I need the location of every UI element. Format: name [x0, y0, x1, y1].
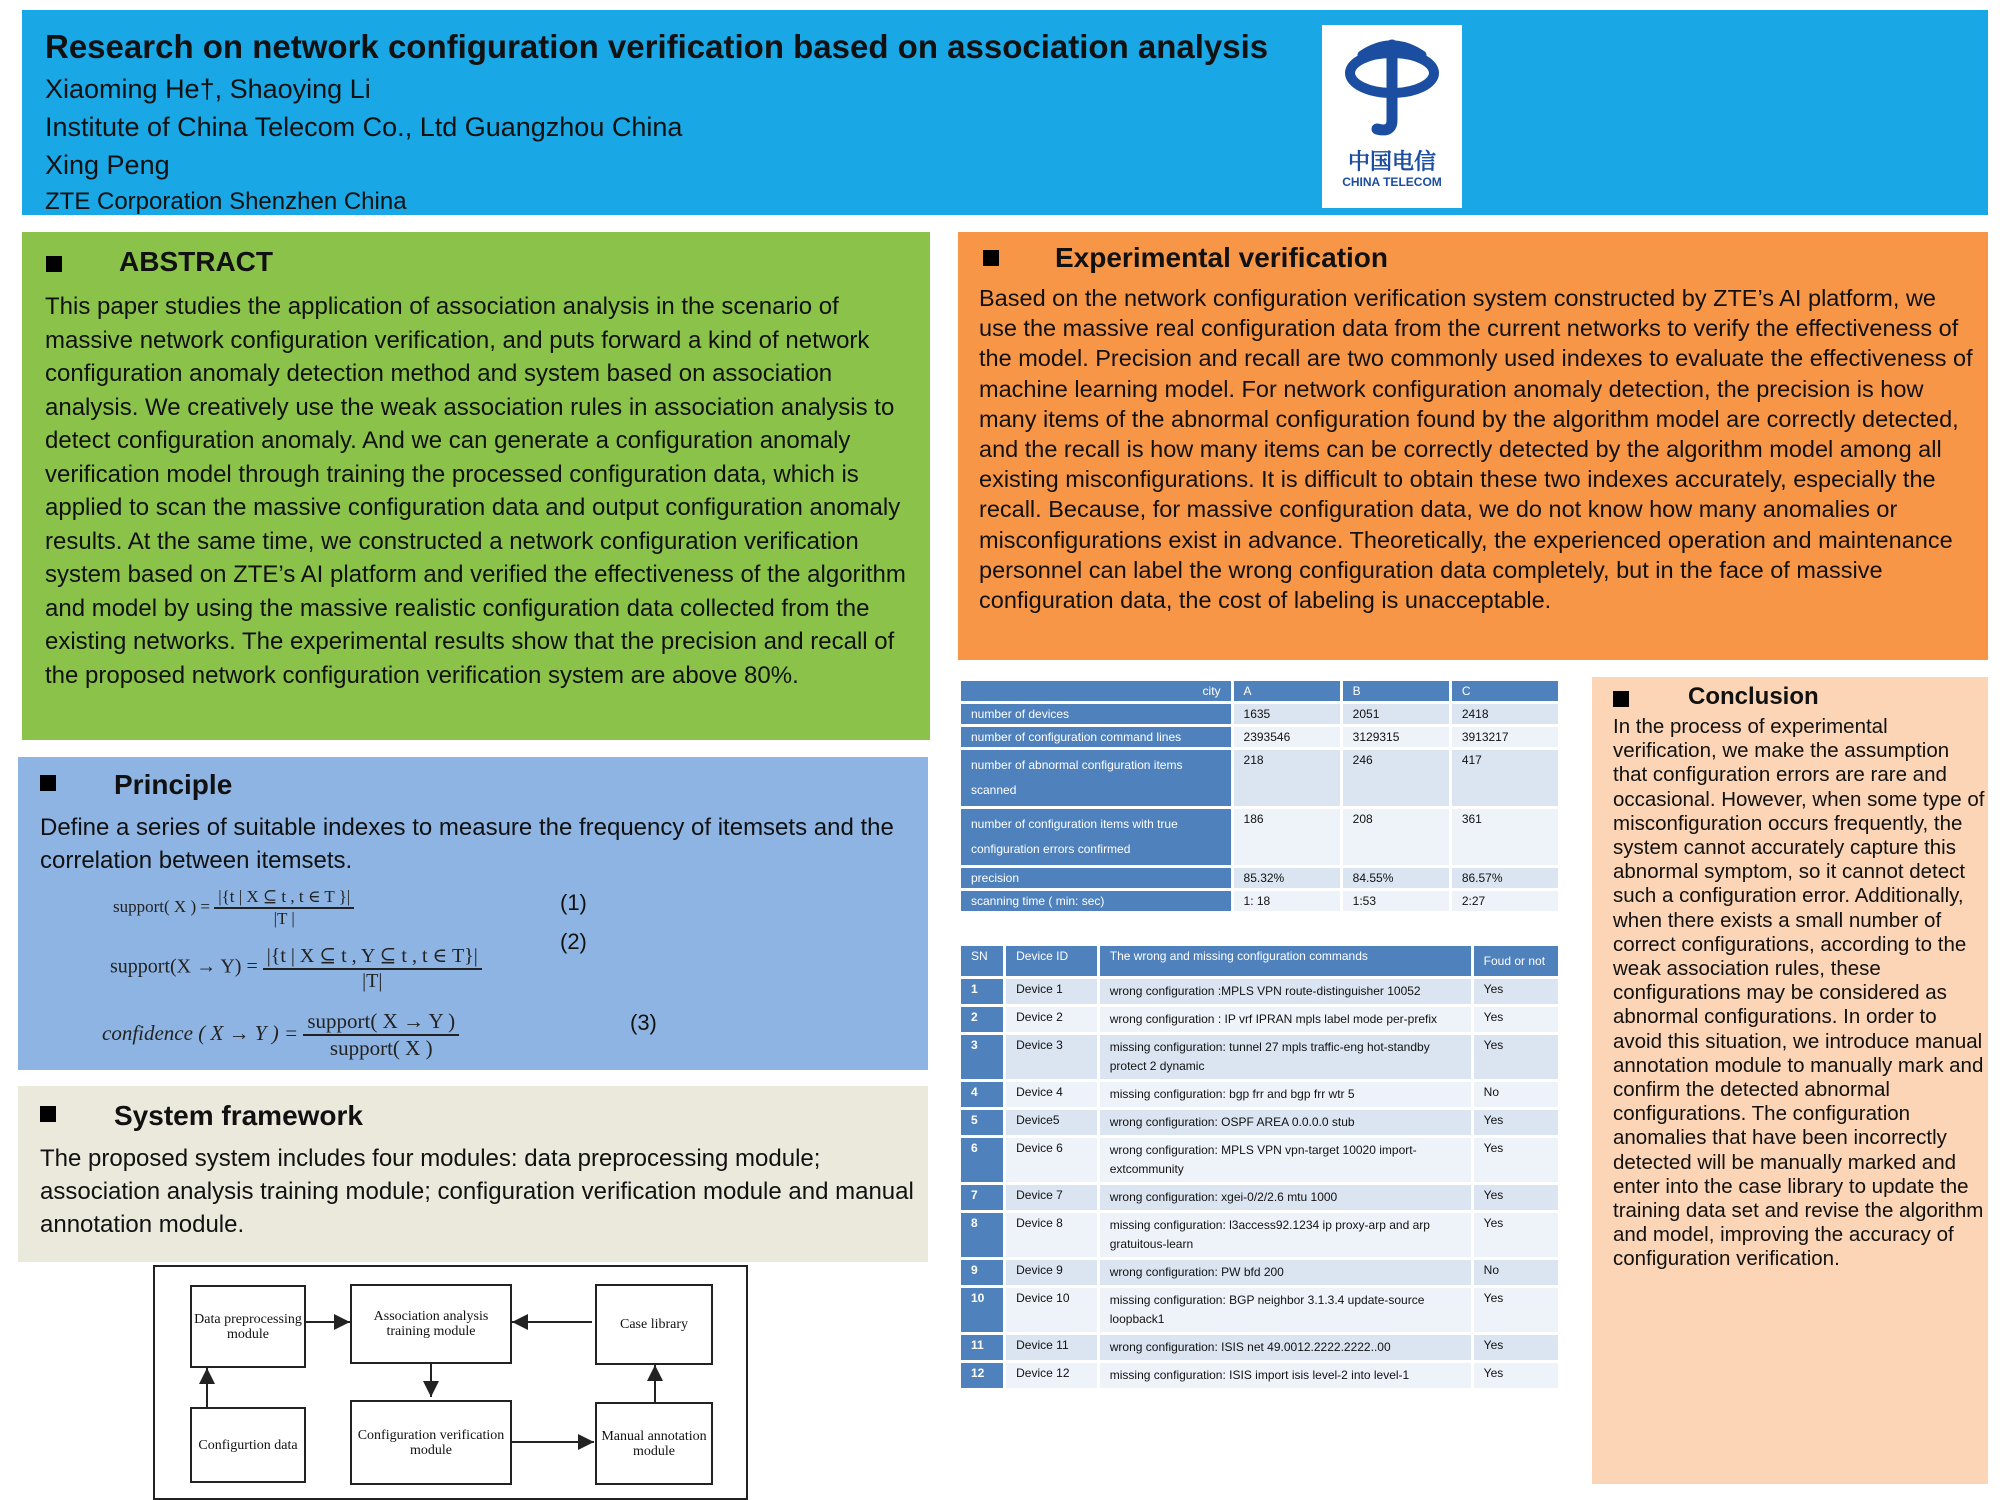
- table-row: [961, 1082, 1558, 1107]
- experimental-section: [958, 232, 1988, 660]
- table-cell: 10: [961, 1288, 1003, 1332]
- table-cell: wrong configuration: MPLS VPN vpn-target 10020 import-extcommunity: [1100, 1138, 1471, 1182]
- formula-confidence: [102, 1009, 459, 1061]
- table-cell: Device 10: [1006, 1288, 1097, 1332]
- abstract-section: [22, 232, 930, 740]
- table-row: [961, 727, 1558, 747]
- table-cell: wrong configuration: OSPF AREA 0.0.0.0 stub: [1100, 1110, 1471, 1135]
- table-cell: wrong configuration :MPLS VPN route-distinguisher 10052: [1100, 979, 1471, 1004]
- table-cell: 1: [961, 979, 1003, 1004]
- table-cell: 4: [961, 1082, 1003, 1107]
- formula-2-number: (2): [560, 929, 587, 954]
- formula-2-numerator: |{t | X ⊆ t , Y ⊆ t , t ∈ T}|: [263, 943, 482, 970]
- bullet-square-icon: [46, 256, 62, 272]
- table-cell: wrong configuration: ISIS net 49.0012.2222.2222..00: [1100, 1335, 1471, 1360]
- table-cell: 7: [961, 1185, 1003, 1210]
- results-table: [958, 678, 1561, 914]
- box-configuration-verification: Configuration verification module: [350, 1400, 512, 1485]
- devices-header-device-id: Device ID: [1006, 946, 1097, 976]
- china-telecom-logo: [1322, 25, 1462, 208]
- table-cell: Yes: [1474, 1110, 1558, 1135]
- table-cell: Device 7: [1006, 1185, 1097, 1210]
- system-framework-diagram: [153, 1265, 748, 1500]
- formula-1-numerator: |{t | X ⊆ t , t ∈ T }|: [214, 887, 354, 909]
- results-header-a: A: [1234, 681, 1340, 701]
- table-cell: 12: [961, 1363, 1003, 1388]
- table-row: [961, 1260, 1558, 1285]
- results-header-city: city: [961, 681, 1231, 701]
- table-row: [961, 1138, 1558, 1182]
- results-header-b: B: [1343, 681, 1449, 701]
- table-cell: No: [1474, 1082, 1558, 1107]
- box-data-preprocessing: Data preprocessing module: [190, 1285, 306, 1368]
- table-row: [961, 1335, 1558, 1360]
- table-cell: 6: [961, 1138, 1003, 1182]
- devices-header-commands: The wrong and missing configuration commands: [1100, 946, 1471, 976]
- table-cell: 2: [961, 1007, 1003, 1032]
- table-row: [961, 704, 1558, 724]
- table-row: [961, 979, 1558, 1004]
- table-cell: Yes: [1474, 1288, 1558, 1332]
- table-cell: wrong configuration : IP vrf IPRAN mpls label mode per-prefix: [1100, 1007, 1471, 1032]
- box-case-library: Case library: [595, 1284, 713, 1365]
- table-cell: missing configuration: tunnel 27 mpls traffic-eng hot-standby protect 2 dynamic: [1100, 1035, 1471, 1079]
- table-cell: 1: 18: [1234, 891, 1340, 911]
- table-cell: 3913217: [1452, 727, 1558, 747]
- affiliation-line-1: Institute of China Telecom Co., Ltd Guangzhou China: [45, 112, 683, 142]
- devices-table-header: [961, 946, 1558, 976]
- table-cell: missing configuration: l3access92.1234 ip proxy-arp and arp gratuitous-learn: [1100, 1213, 1471, 1257]
- experimental-heading: Experimental verification: [1055, 242, 1389, 273]
- formula-2-left: support(X → Y) =: [110, 955, 258, 978]
- table-cell: Yes: [1474, 1363, 1558, 1388]
- table-cell: No: [1474, 1260, 1558, 1285]
- table-cell: Yes: [1474, 1138, 1558, 1182]
- table-cell: 1:53: [1343, 891, 1449, 911]
- table-cell: 2:27: [1452, 891, 1558, 911]
- table-cell: 5: [961, 1110, 1003, 1135]
- devices-table: [958, 943, 1561, 1391]
- table-row: [961, 1110, 1558, 1135]
- framework-text: The proposed system includes four modules: data preprocessing module; association analysis training module; configuration verification module and manual annotation module.: [40, 1145, 914, 1238]
- table-cell: Device 6: [1006, 1138, 1097, 1182]
- framework-section: [18, 1086, 928, 1262]
- table-row: [961, 1288, 1558, 1332]
- table-cell: wrong configuration: xgei-0/2/2.6 mtu 1000: [1100, 1185, 1471, 1210]
- table-cell: Device 9: [1006, 1260, 1097, 1285]
- formula-3-number: (3): [630, 1010, 657, 1035]
- table-cell: 11: [961, 1335, 1003, 1360]
- table-row: [961, 809, 1558, 865]
- principle-section: [18, 757, 928, 1070]
- table-row: [961, 1035, 1558, 1079]
- affiliation-line-2: ZTE Corporation Shenzhen China: [45, 188, 407, 215]
- table-cell: Yes: [1474, 1035, 1558, 1079]
- logo-chinese-text: 中国电信: [1347, 150, 1436, 175]
- results-header-c: C: [1452, 681, 1558, 701]
- table-cell: Yes: [1474, 979, 1558, 1004]
- table-cell: 361: [1452, 809, 1558, 865]
- formula-1-left: support( X ) =: [113, 896, 210, 916]
- abstract-heading: ABSTRACT: [119, 246, 273, 277]
- table-cell: Device 8: [1006, 1213, 1097, 1257]
- conclusion-heading: Conclusion: [1688, 683, 1819, 710]
- table-cell: missing configuration: BGP neighbor 3.1.3.4 update-source loopback1: [1100, 1288, 1471, 1332]
- table-cell: Device 4: [1006, 1082, 1097, 1107]
- authors-line-1: Xiaoming He†, Shaoying Li: [45, 74, 371, 104]
- poster-title: Research on network configuration verification based on association analysis: [45, 28, 1269, 65]
- table-cell: 246: [1343, 750, 1449, 806]
- table-cell: Yes: [1474, 1185, 1558, 1210]
- formula-2-denominator: |T|: [362, 970, 383, 992]
- formula-1-fraction: [214, 887, 354, 929]
- table-row: [961, 891, 1558, 911]
- table-cell: Device 2: [1006, 1007, 1097, 1032]
- results-table-header: [961, 681, 1558, 701]
- bullet-square-icon: [40, 1106, 56, 1122]
- principle-text: Define a series of suitable indexes to measure the frequency of itemsets and the correlation between itemsets.: [40, 814, 894, 874]
- table-cell: number of devices: [961, 704, 1231, 724]
- principle-heading: Principle: [114, 769, 233, 800]
- formula-1-number: (1): [560, 890, 587, 915]
- table-cell: wrong configuration: PW bfd 200: [1100, 1260, 1471, 1285]
- box-manual-annotation: Manual annotation module: [595, 1402, 713, 1485]
- china-telecom-emblem-icon: [1322, 25, 1462, 145]
- table-cell: 85.32%: [1234, 868, 1340, 888]
- table-row: [961, 1213, 1558, 1257]
- table-row: [961, 750, 1558, 806]
- table-cell: 1635: [1234, 704, 1340, 724]
- table-cell: number of abnormal configuration items scanned: [961, 750, 1231, 806]
- table-cell: 9: [961, 1260, 1003, 1285]
- box-association-analysis: Association analysis training module: [350, 1284, 512, 1364]
- formula-support-xy: [110, 943, 482, 993]
- bullet-square-icon: [1613, 691, 1629, 707]
- conclusion-section: [1592, 677, 1988, 1484]
- table-row: [961, 1185, 1558, 1210]
- table-cell: Device 3: [1006, 1035, 1097, 1079]
- table-cell: 86.57%: [1452, 868, 1558, 888]
- table-cell: Device 11: [1006, 1335, 1097, 1360]
- table-cell: precision: [961, 868, 1231, 888]
- table-cell: 3: [961, 1035, 1003, 1079]
- formula-3-numerator: support( X → Y ): [303, 1009, 459, 1036]
- table-cell: missing configuration: bgp frr and bgp frr wtr 5: [1100, 1082, 1471, 1107]
- conclusion-text: In the process of experimental verification, we make the assumption that configuration errors are rare and occasional. However, when some type of misconfiguration occurs frequently, the system cannot accurately capture this abnormal symptom, so it cannot detect such a configuration error. Additionally, when there exists a small number of correct configurations, according to the weak association rules, these configurations may be considered as abnormal configurations. In order to avoid this situation, we introduce manual annotation module to manually mark and confirm the detected abnormal configurations. The configuration anomalies that have been incorrectly detected will be manually marked and enter into the case library to update the training data set and revise the algorithm and model, improving the accuracy of configuration verification.: [1613, 715, 1985, 1271]
- table-row: [961, 1363, 1558, 1388]
- table-cell: number of configuration command lines: [961, 727, 1231, 747]
- formula-support-x: [113, 887, 354, 929]
- table-cell: 218: [1234, 750, 1340, 806]
- table-cell: 417: [1452, 750, 1558, 806]
- formula-3-denominator: support( X ): [329, 1036, 433, 1060]
- table-cell: Yes: [1474, 1335, 1558, 1360]
- table-cell: Device 12: [1006, 1363, 1097, 1388]
- table-cell: Yes: [1474, 1213, 1558, 1257]
- table-cell: Device5: [1006, 1110, 1097, 1135]
- poster-header: [22, 10, 1988, 215]
- formula-3-left: confidence ( X → Y ) =: [102, 1020, 299, 1045]
- table-cell: Yes: [1474, 1007, 1558, 1032]
- table-cell: 84.55%: [1343, 868, 1449, 888]
- table-cell: Device 1: [1006, 979, 1097, 1004]
- table-cell: 8: [961, 1213, 1003, 1257]
- formula-2-fraction: [263, 943, 482, 993]
- formula-1-denominator: |T |: [273, 909, 295, 928]
- experimental-text: Based on the network configuration verification system constructed by ZTE’s AI platform, we use the massive real configuration data from the current networks to verify the effectiveness of the model. Precision and recall are two commonly used indexes to evaluate the effectiveness of machine learning model. For network configuration anomaly detection, the precision is how many items of the abnormal configuration found by the algorithm model are correctly detected, and the recall is how many items can be correctly detected by the algorithm model among all existing misconfigurations. It is difficult to obtain these two indexes accurately, especially the recall. Because, for massive configuration data, we do not know how many anomalies or misconfigurations exist in advance. Theoretically, the experienced operation and maintenance personnel can label the wrong configuration data completely, but in the face of massive configuration data, the cost of labeling is unacceptable.: [979, 285, 1973, 614]
- table-cell: scanning time ( min: sec): [961, 891, 1231, 911]
- authors-line-2: Xing Peng: [45, 150, 170, 180]
- formula-3-fraction: [303, 1009, 459, 1061]
- table-cell: 2393546: [1234, 727, 1340, 747]
- bullet-square-icon: [40, 775, 56, 791]
- framework-heading: System framework: [114, 1100, 364, 1131]
- table-cell: number of configuration items with true configuration errors confirmed: [961, 809, 1231, 865]
- table-row: [961, 1007, 1558, 1032]
- abstract-text: This paper studies the application of association analysis in the scenario of massive network configuration verification, and puts forward a kind of network configuration anomaly detection method and system based on association analysis. We creatively use the weak association rules in association analysis to detect configuration anomaly. And we can generate a configuration anomaly verification model through training the processed configuration data, which is applied to scan the massive configuration data and output configuration anomaly results. At the same time, we constructed a network configuration verification system based on ZTE’s AI platform and verified the effectiveness of the algorithm and model by using the massive realistic configuration data collected from the existing networks. The experimental results show that the precision and recall of the proposed network configuration verification system are above 80%.: [45, 293, 906, 689]
- table-cell: 3129315: [1343, 727, 1449, 747]
- table-cell: 208: [1343, 809, 1449, 865]
- box-configuration-data: Configurtion data: [190, 1407, 306, 1483]
- bullet-square-icon: [983, 250, 999, 266]
- table-row: [961, 868, 1558, 888]
- table-cell: missing configuration: ISIS import isis level-2 into level-1: [1100, 1363, 1471, 1388]
- table-cell: 2051: [1343, 704, 1449, 724]
- logo-english-text: CHINA TELECOM: [1342, 175, 1442, 189]
- table-cell: 2418: [1452, 704, 1558, 724]
- table-cell: 186: [1234, 809, 1340, 865]
- devices-header-found: Foud or not: [1474, 946, 1558, 976]
- devices-header-sn: SN: [961, 946, 1003, 976]
